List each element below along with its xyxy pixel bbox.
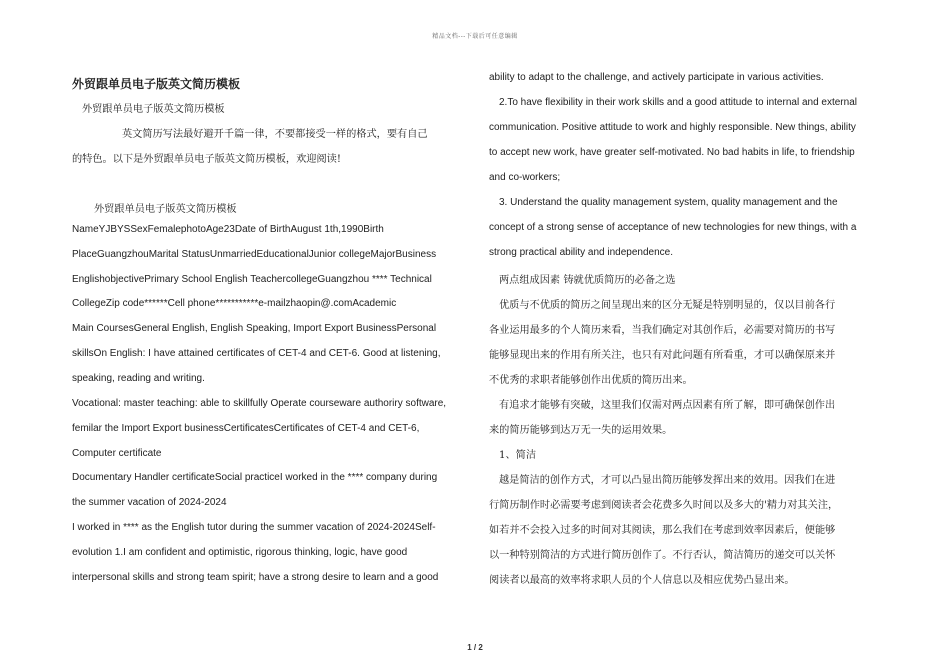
left-text-line: speaking, reading and writing. xyxy=(72,373,205,384)
right-text-line: 越是简洁的创作方式，才可以凸显出简历能够发挥出来的效用。因我们在进 xyxy=(499,475,836,486)
left-text-line: Vocational: master teaching: able to skillfully Operate courseware authoriry software, xyxy=(72,398,447,409)
left-text-line: femilar the Import Export businessCertificatesCertificates of CET-4 and CET-6, xyxy=(72,423,420,434)
left-text-line: the summer vacation of 2024-2024 xyxy=(72,497,227,508)
page-header: 精品文档---下载后可任意编辑 xyxy=(432,33,518,40)
left-text-line: 外贸跟单员电子版英文简历模板 xyxy=(82,104,225,115)
right-text-line: 3. Understand the quality management system, quality management and the xyxy=(499,197,838,208)
right-text-line: ability to adapt to the challenge, and actively participate in various activities. xyxy=(489,72,824,83)
left-text-line: CollegeZip code******Cell phone***********e-mailzhaopin@.comAcademic xyxy=(72,298,397,309)
right-text-line: 各业运用最多的个人简历来看，当我们确定对其创作后，必需要对简历的书写 xyxy=(489,325,836,336)
left-text-line: PlaceGuangzhouMarital StatusUnmarriedEducationalJunior collegeMajorBusiness xyxy=(72,249,437,260)
right-text-line: 2.To have flexibility in their work skills and a good attitude to internal and external xyxy=(499,97,857,108)
left-text-line: Documentary Handler certificateSocial practiceI worked in the **** company during xyxy=(72,472,438,483)
left-text-line: skillsOn English: I have attained certificates of CET-4 and CET-6. Good at listening, xyxy=(72,348,441,359)
page-number: 1 / 2 xyxy=(467,643,483,652)
right-text-line: communication. Positive attitude to work and highly responsible. New things, ability xyxy=(489,122,856,133)
right-text-line: 行简历制作时必需要考虑到阅读者会花费多久时间以及多大的'精力对其关注， xyxy=(489,500,839,511)
right-text-line: 不优秀的求职者能够创作出优质的简历出来。 xyxy=(489,375,693,386)
right-text-line: 来的简历能够到达万无一失的运用效果。 xyxy=(489,425,673,436)
left-text-line: Computer certificate xyxy=(72,448,162,459)
right-text-line: and co-workers; xyxy=(489,172,561,183)
right-text-line: concept of a strong sense of acceptance of new technologies for new things, with a xyxy=(489,222,857,233)
left-text-line: evolution 1.I am confident and optimistic, rigorous thinking, logic, have good xyxy=(72,547,408,558)
right-text-line: 有追求才能够有突破，这里我们仅需对两点因素有所了解，即可确保创作出 xyxy=(499,400,836,411)
left-text-line: interpersonal skills and strong team spirit; have a strong desire to learn and a good xyxy=(72,572,439,583)
right-text-line: 两点组成因素 铸就优质简历的必备之选 xyxy=(499,275,676,286)
left-text-line: 的特色。以下是外贸跟单员电子版英文简历模板，欢迎阅读! xyxy=(72,154,341,165)
left-text-line: NameYJBYSSexFemalephotoAge23Date of BirthAugust 1th,1990Birth xyxy=(72,224,384,235)
right-text-line: 1、简洁 xyxy=(499,450,537,461)
right-text-line: 阅读者以最高的效率将求职人员的个人信息以及相应优势凸显出来。 xyxy=(489,575,795,586)
right-text-line: strong practical ability and independence. xyxy=(489,247,674,258)
left-text-line: Main CoursesGeneral English, English Speaking, Import Export BusinessPersonal xyxy=(72,323,437,334)
left-text-line: EnglishobjectivePrimary School English TeachercollegeGuangzhou **** Technical xyxy=(72,274,432,285)
right-text-line: to accept new work, have greater self-motivated. No bad habits in life, to friendship xyxy=(489,147,855,158)
left-text-line: 外贸跟单员电子版英文简历模板 xyxy=(72,77,241,91)
left-text-line: 英文简历写法最好避开千篇一律，不要都接受一样的格式，要有自己 xyxy=(122,129,428,140)
right-text-line: 能够显现出来的作用有所关注，也只有对此问题有所看重，才可以确保原来并 xyxy=(489,350,836,361)
right-text-line: 以一种特别简洁的方式进行简历创作了。不行否认，简洁简历的递交可以关怀 xyxy=(489,550,836,561)
left-text-line: 外贸跟单员电子版英文简历模板 xyxy=(94,204,237,215)
right-text-line: 如若并不会投入过多的时间对其阅读，那么我们在考虑到效率因素后，便能够 xyxy=(489,525,836,536)
left-text-line: I worked in **** as the English tutor during the summer vacation of 2024-2024Self- xyxy=(72,522,436,533)
right-text-line: 优质与不优质的简历之间呈现出来的区分无疑是特别明显的，仅以目前各行 xyxy=(499,300,836,311)
